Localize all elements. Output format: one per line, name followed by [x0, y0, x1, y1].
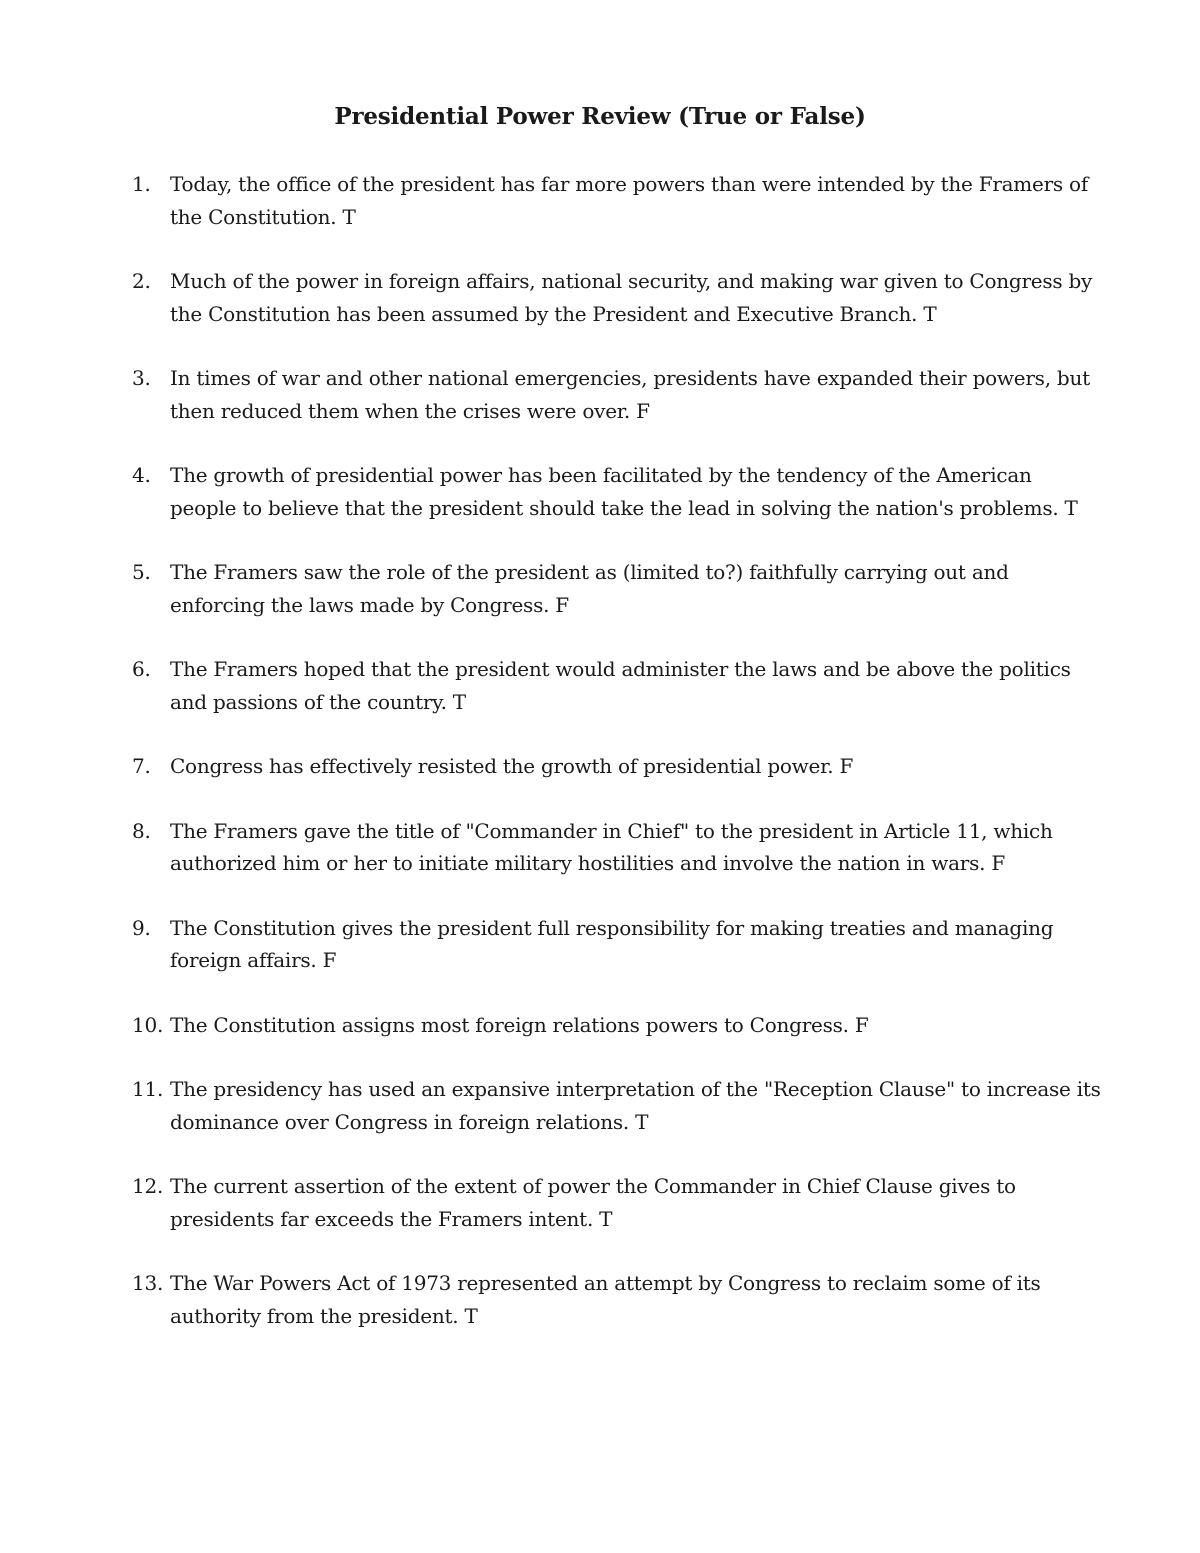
question-text: The growth of presidential power has been facilitated by the tendency of the American people to believe that the president should take the lead in solving the nation's problems. T — [170, 463, 1078, 520]
document-title: Presidential Power Review (True or False) — [334, 103, 866, 130]
question-item — [132, 1170, 1102, 1235]
question-text: The current assertion of the extent of power the Commander in Chief Clause gives to presidents far exceeds the Framers intent. T — [170, 1174, 1016, 1231]
question-item — [132, 459, 1102, 524]
question-number: 7. — [132, 754, 151, 778]
question-item — [132, 265, 1102, 330]
question-item — [132, 815, 1102, 880]
question-text: The Constitution gives the president full responsibility for making treaties and managing foreign affairs. F — [170, 915, 1054, 972]
question-text: Much of the power in foreign affairs, national security, and making war given to Congress by the Constitution has been assumed by the President and Executive Branch. T — [170, 269, 1093, 326]
question-text: The presidency has used an expansive interpretation of the "Reception Clause" to increase its dominance over Congress in foreign relations. T — [170, 1077, 1101, 1134]
question-number: 9. — [132, 915, 151, 940]
question-text: Congress has effectively resisted the growth of presidential power. F — [170, 754, 854, 778]
question-text: The War Powers Act of 1973 represented an attempt by Congress to reclaim some of its authority from the president. T — [170, 1271, 1041, 1328]
question-text: The Framers hoped that the president would administer the laws and be above the politics and passions of the country. T — [170, 657, 1071, 714]
question-number: 8. — [132, 818, 151, 843]
question-item — [132, 750, 1102, 783]
question-item — [132, 168, 1102, 233]
question-number: 11. — [132, 1077, 164, 1101]
question-list — [132, 168, 1102, 1364]
question-number: 2. — [132, 269, 151, 293]
question-number: 3. — [132, 366, 151, 390]
question-text: The Framers gave the title of "Commander in Chief" to the president in Article 11, which authorized him or her to initiate military hostilities and involve the nation in wars. F — [170, 818, 1053, 875]
question-text: In times of war and other national emergencies, presidents have expanded their powers, but then reduced them when the crises were over. F — [170, 366, 1090, 423]
question-item — [132, 556, 1102, 621]
question-item — [132, 1009, 1102, 1042]
question-item — [132, 362, 1102, 427]
question-text: The Constitution assigns most foreign relations powers to Congress. F — [170, 1012, 869, 1037]
question-number: 5. — [132, 560, 151, 584]
question-number: 10. — [132, 1012, 164, 1037]
question-number: 13. — [132, 1271, 164, 1295]
question-number: 12. — [132, 1174, 164, 1198]
question-number: 6. — [132, 657, 151, 681]
question-item — [132, 912, 1102, 977]
question-item — [132, 1073, 1102, 1138]
question-text: The Framers saw the role of the president as (limited to?) faithfully carrying out and enforcing the laws made by Congress. F — [170, 560, 1009, 617]
question-number: 1. — [132, 172, 151, 196]
question-item — [132, 653, 1102, 718]
question-text: Today, the office of the president has far more powers than were intended by the Framers of the Constitution. T — [170, 172, 1088, 229]
question-number: 4. — [132, 463, 151, 487]
question-item — [132, 1267, 1102, 1332]
